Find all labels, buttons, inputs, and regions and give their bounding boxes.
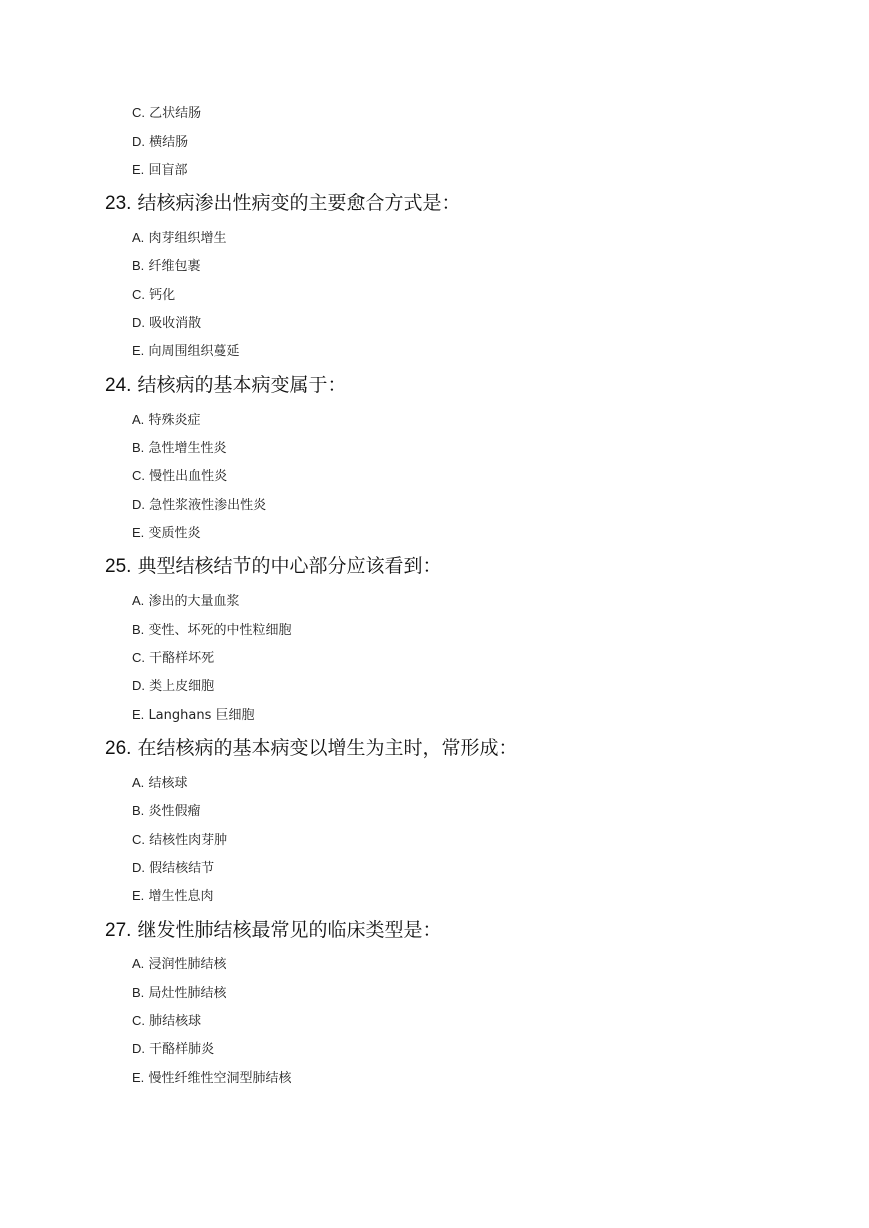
q23-option-e	[132, 342, 239, 361]
option-letter: E.	[132, 162, 145, 177]
option-text: 变质性炎	[148, 526, 201, 541]
option-letter: A.	[132, 775, 145, 790]
option-text: 假结核结节	[149, 861, 215, 876]
q27-option-a	[132, 955, 226, 974]
q24-option-b	[132, 439, 226, 458]
prev-option-c	[132, 104, 201, 123]
option-text: 局灶性肺结核	[148, 986, 227, 1001]
option-text: Langhans 巨细胞	[148, 708, 255, 723]
q26-option-c	[132, 831, 227, 850]
option-text: 慢性纤维性空洞型肺结核	[148, 1071, 292, 1086]
q23-option-a	[132, 229, 226, 248]
option-text: 横结肠	[149, 135, 189, 150]
prev-option-d	[132, 133, 188, 152]
option-letter: C.	[132, 287, 145, 302]
option-text: 特殊炎症	[148, 413, 201, 428]
option-letter: E.	[132, 888, 145, 903]
q25-option-e	[132, 706, 255, 725]
q23-option-c	[132, 286, 175, 305]
option-letter: A.	[132, 593, 145, 608]
option-letter: C.	[132, 1013, 145, 1028]
option-letter: C.	[132, 105, 145, 120]
option-letter: B.	[132, 803, 145, 818]
question-text: 继发性肺结核最常见的临床类型是：	[137, 919, 442, 941]
option-letter: A.	[132, 412, 145, 427]
q26-option-b	[132, 802, 200, 821]
question-number: 24.	[105, 375, 132, 396]
option-text: 乙状结肠	[149, 106, 202, 121]
q23-option-d	[132, 314, 201, 333]
option-letter: C.	[132, 468, 145, 483]
option-text: 吸收消散	[149, 316, 202, 331]
question-27	[105, 917, 441, 944]
q24-option-c	[132, 467, 227, 486]
q24-option-e	[132, 524, 200, 543]
option-letter: D.	[132, 1041, 145, 1056]
q27-option-d	[132, 1040, 214, 1059]
question-text: 结核病的基本病变属于：	[137, 374, 347, 396]
option-letter: D.	[132, 860, 145, 875]
option-text: 结核球	[148, 776, 188, 791]
q27-option-b	[132, 984, 226, 1003]
q26-option-a	[132, 774, 187, 793]
option-text: 类上皮细胞	[149, 679, 215, 694]
q24-option-d	[132, 496, 266, 515]
option-letter: A.	[132, 230, 145, 245]
q24-option-a	[132, 411, 200, 430]
question-number: 26.	[105, 738, 132, 759]
question-24	[105, 372, 346, 399]
option-letter: D.	[132, 134, 145, 149]
option-letter: B.	[132, 258, 145, 273]
option-letter: D.	[132, 497, 145, 512]
option-text: 渗出的大量血浆	[148, 594, 240, 609]
option-text: 向周围组织蔓延	[148, 344, 240, 359]
option-letter: C.	[132, 650, 145, 665]
question-text: 结核病渗出性病变的主要愈合方式是：	[137, 192, 461, 214]
prev-option-e	[132, 161, 187, 180]
option-letter: D.	[132, 315, 145, 330]
option-text: 炎性假瘤	[148, 804, 201, 819]
option-letter: D.	[132, 678, 145, 693]
option-letter: E.	[132, 525, 145, 540]
q25-option-c	[132, 649, 214, 668]
option-letter: B.	[132, 440, 145, 455]
q25-option-b	[132, 621, 291, 640]
option-text: 干酪样肺炎	[149, 1042, 215, 1057]
option-text: 急性增生性炎	[148, 441, 227, 456]
question-number: 23.	[105, 193, 132, 214]
option-text: 慢性出血性炎	[149, 469, 228, 484]
question-25	[105, 553, 441, 580]
option-text: 钙化	[149, 288, 176, 303]
option-letter: B.	[132, 985, 145, 1000]
option-letter: E.	[132, 343, 145, 358]
option-text: 肉芽组织增生	[148, 231, 227, 246]
q26-option-d	[132, 859, 214, 878]
option-text: 干酪样坏死	[149, 651, 215, 666]
question-text: 在结核病的基本病变以增生为主时，常形成：	[137, 737, 518, 759]
option-text: 结核性肉芽肿	[149, 833, 228, 848]
option-text: 纤维包裹	[148, 259, 201, 274]
option-text: 增生性息肉	[148, 889, 214, 904]
question-number: 25.	[105, 556, 132, 577]
q25-option-a	[132, 592, 239, 611]
q23-option-b	[132, 257, 200, 276]
option-letter: A.	[132, 956, 145, 971]
q25-option-d	[132, 677, 214, 696]
q27-option-e	[132, 1069, 291, 1088]
option-text: 急性浆液性渗出性炎	[149, 498, 267, 513]
option-letter: C.	[132, 832, 145, 847]
option-text: 回盲部	[148, 163, 188, 178]
question-23	[105, 190, 460, 217]
option-letter: E.	[132, 1070, 145, 1085]
question-26	[105, 735, 517, 762]
q26-option-e	[132, 887, 213, 906]
option-letter: B.	[132, 622, 145, 637]
q27-option-c	[132, 1012, 201, 1031]
option-text: 变性、坏死的中性粒细胞	[148, 623, 292, 638]
option-text: 浸润性肺结核	[148, 957, 227, 972]
option-text: 肺结核球	[149, 1014, 202, 1029]
question-number: 27.	[105, 920, 132, 941]
option-letter: E.	[132, 707, 145, 722]
question-text: 典型结核结节的中心部分应该看到：	[137, 555, 442, 577]
